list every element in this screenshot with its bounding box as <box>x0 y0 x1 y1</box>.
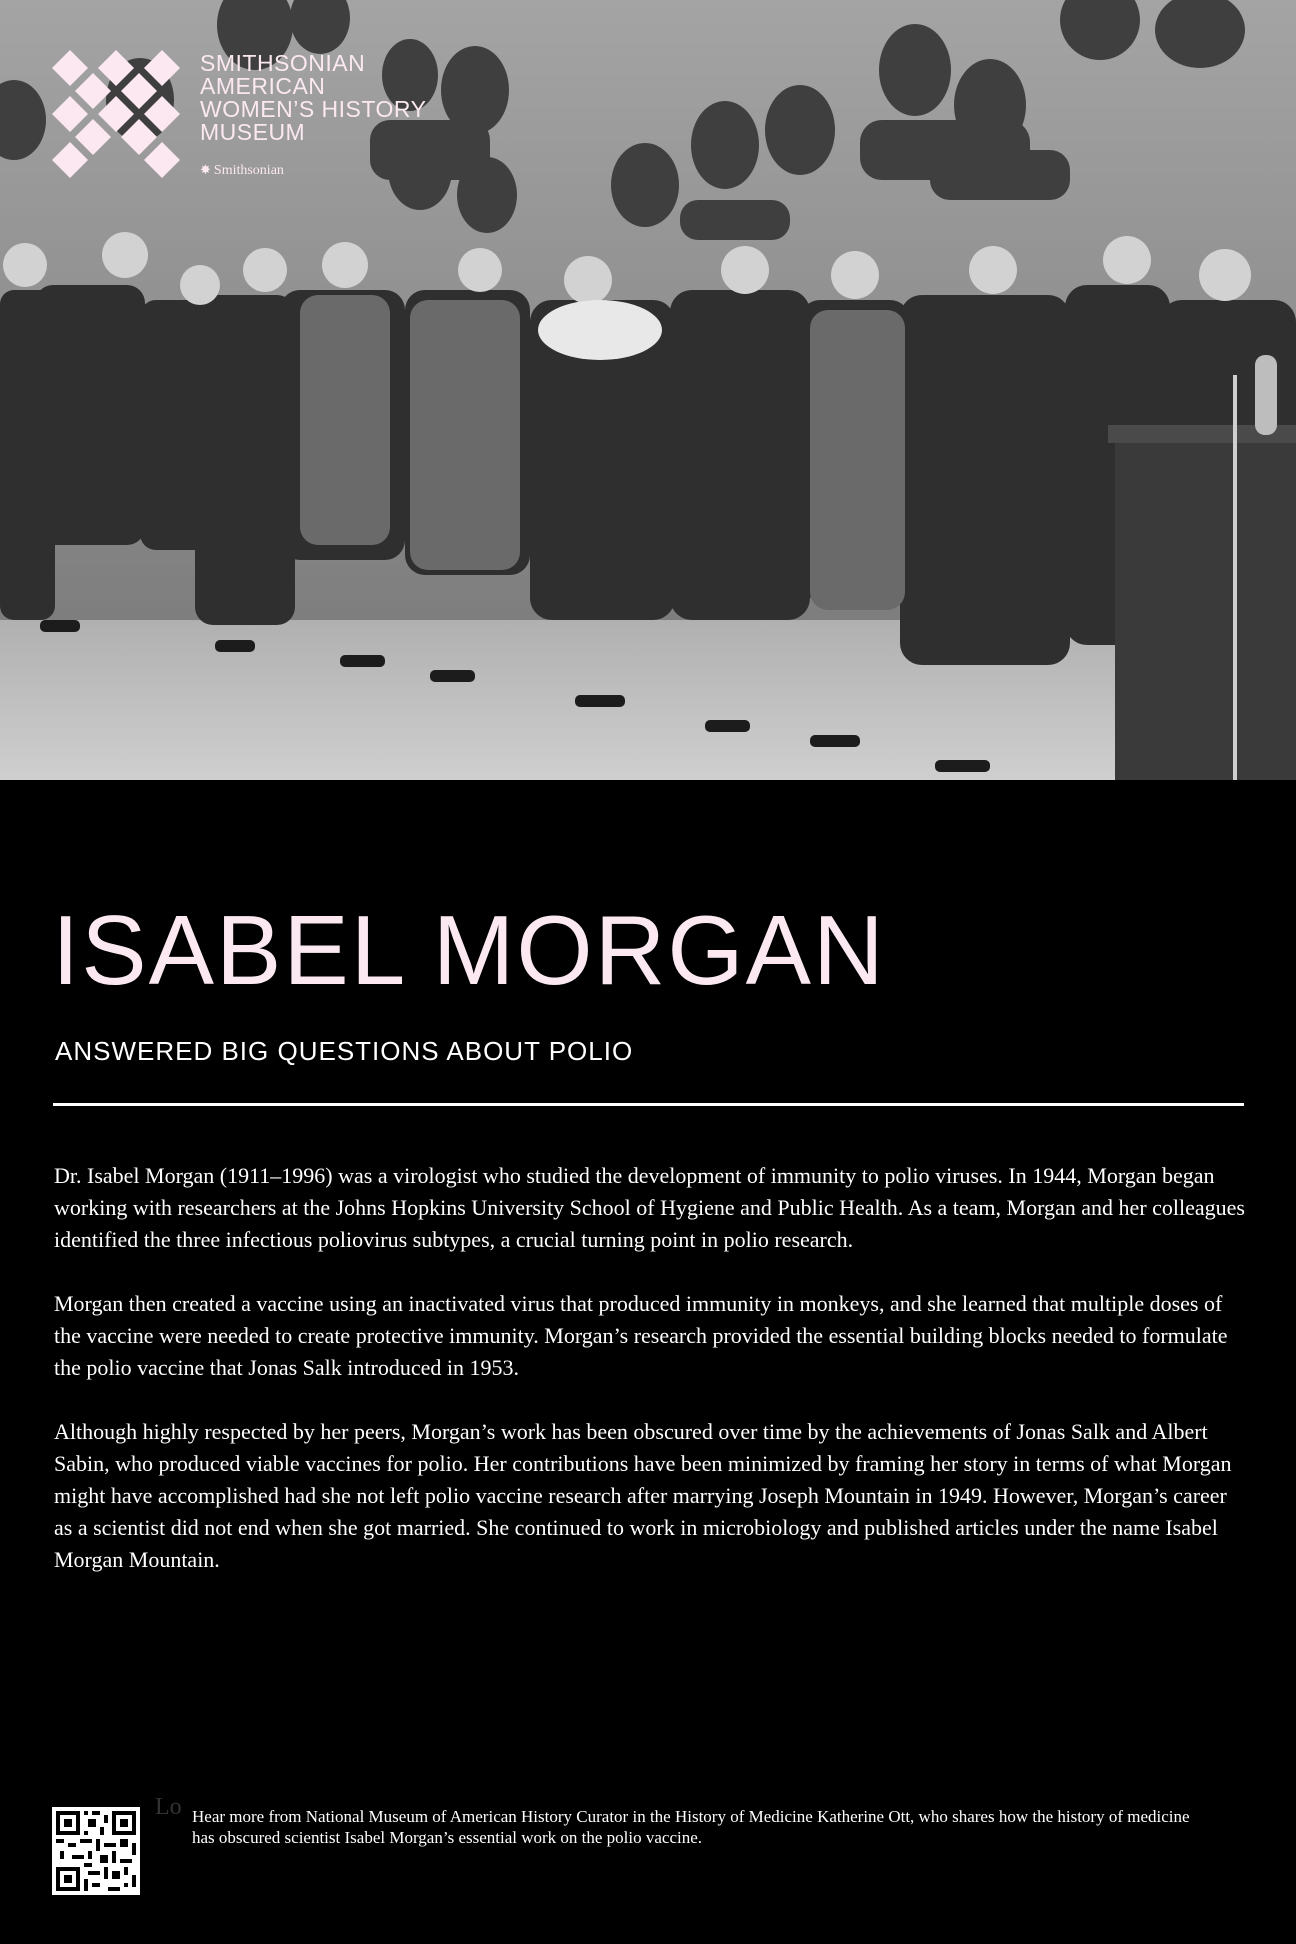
logo-wordmark <box>200 52 426 144</box>
logo-line-1: SMITHSONIAN <box>200 50 366 76</box>
page-title: ISABEL MORGAN <box>52 895 886 1005</box>
qr-code[interactable] <box>52 1807 140 1895</box>
museum-logo <box>50 50 470 190</box>
smithsonian-label: Smithsonian <box>213 163 284 178</box>
paragraph-3: Although highly respected by her peers, Morgan’s work has been obscured over time by the achievements of Jonas Salk and Albert Sabin, who produced viable vaccines for polio. Her contributions have been minimized by framing her story in terms of what Morgan might have accomplished had she not left polio vaccine research after marrying Joseph Mountain in 1949. However, Morgan’s career as a scientist did not end when she got married. She continued to work in microbiology and published articles under the name Isabel Morgan Mountain. <box>54 1419 1232 1572</box>
qr-code-icon <box>52 1807 140 1895</box>
paragraph-2: Morgan then created a vaccine using an inactivated virus that produced immunity in monkeys, and she learned that multiple doses of the vaccine were needed to create protective immunity. Morgan’s research provided the essential building blocks needed to formulate the polio vaccine that Jonas Salk introduced in 1953. <box>54 1291 1228 1380</box>
divider <box>53 1103 1244 1106</box>
sunburst-icon: ✸ <box>200 162 211 177</box>
logo-line-4: MUSEUM <box>200 119 306 145</box>
diamond-pattern-logo-icon <box>50 50 192 180</box>
paragraph-1: Dr. Isabel Morgan (1911–1996) was a virologist who studied the development of immunity to polio viruses. In 1944, Morgan began working with researchers at the Johns Hopkins University School of Hygiene and Public Health. As a team, Morgan and her colleagues identified the three infectious poliovirus subtypes, a crucial turning point in polio research. <box>54 1163 1245 1252</box>
logo-line-2: AMERICAN <box>200 73 326 99</box>
ghost-caption: Lo <box>155 1794 182 1820</box>
historic-group-photo <box>0 0 1296 780</box>
article-body <box>54 1160 1249 1608</box>
smithsonian-sub-logo <box>200 162 284 179</box>
audio-note: Hear more from National Museum of American History Curator in the History of Medicine Katherine Ott, who shares how the history of medicine has obscured scientist Isabel Morgan’s essential work on the polio vaccine. <box>192 1807 1190 1847</box>
logo-line-3: WOMEN’S HISTORY <box>200 96 427 122</box>
page-subtitle: ANSWERED BIG QUESTIONS ABOUT POLIO <box>55 1036 634 1066</box>
